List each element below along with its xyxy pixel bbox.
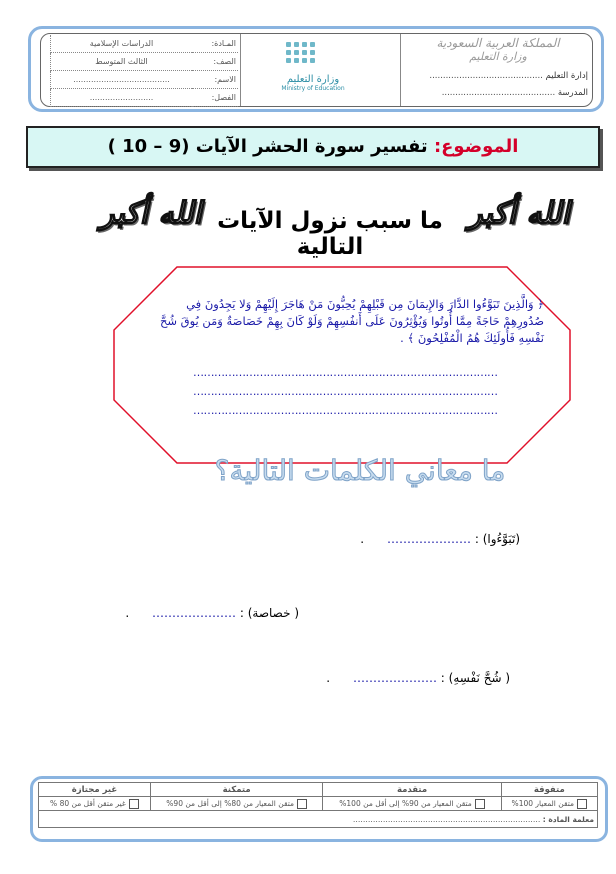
checkbox[interactable] (129, 799, 139, 809)
topic-title: تفسير سورة الحشر الآيات (9 – 10 ) (107, 136, 428, 157)
section2-heading: ما معاني الكلمات التالية؟ (214, 454, 506, 487)
checkbox[interactable] (475, 799, 485, 809)
topic-label: الموضوع: (433, 136, 519, 157)
checkbox[interactable] (297, 799, 307, 809)
admin-field: إدارة التعليم .......................................... (429, 71, 588, 81)
verse-text: ﴿ وَالَّذِينَ تَبَوَّءُوا الدَّارَ وَالإِيمَانَ مِن قَبْلِهِمْ يُحِبُّونَ مَنْ هَاجَرَ إِلَيْهِمْ وَلا يَجِدُونَ فِي صُدُورِهِمْ حَاجَةً مِمَّا أُوتُوا وَيُؤْثِرُونَ عَلَى أَنفُسِهِمْ وَلَوْ كَانَ بِهِمْ خَصَاصَةٌ وَمَن يُوقَ شُحَّ نَفْسِهِ فَأُولَئِكَ هُمُ الْمُفْلِحُونَ ﴾ . (159, 297, 544, 345)
rubric-cell: متقن المعيار 100% (501, 797, 597, 811)
meaning-item: (تَبَوَّءُوا) : ………………… . (360, 532, 520, 546)
school-field: المدرسة .......................................... (441, 88, 588, 98)
header-separator (240, 34, 241, 106)
meaning-blank[interactable]: ………………… (387, 532, 472, 546)
student-info-table: الدراسات الإسلامية المـادة: الثالث المتوسط الصف: ...................................... الاسم: ......................... الفصل: (50, 35, 238, 107)
rubric-table: غير مجتازة متمكنة متقدمة متفوقة غير متقن أقل من 80 % متقن المعيار من 80% إلى أقل من 90% متقن المعيار من 90% إلى أقل من 100% متقن المعيار 100% معلمة المادة : ………………………………………………………………… (38, 782, 598, 828)
section1-heading: ما سبب نزول الآيات التالية (217, 208, 443, 260)
rubric-cell: متقن المعيار من 80% إلى أقل من 90% (150, 797, 323, 811)
calligraphy-left: الله أكبر (98, 196, 208, 231)
answer-line[interactable]: …………………………………………………………………………… (193, 366, 498, 379)
teacher-row: معلمة المادة : ………………………………………………………………… (39, 811, 598, 828)
meaning-item: ( شُحَّ نَفْسِهِ) : ………………… . (326, 671, 510, 685)
answer-line[interactable]: …………………………………………………………………………… (193, 385, 498, 398)
calligraphy-right: الله أكبر (466, 196, 576, 231)
answer-line[interactable]: …………………………………………………………………………… (193, 404, 498, 417)
kingdom-logo-text: المملكة العربية السعودية وزارة التعليم (436, 36, 560, 63)
verse-octagon-frame (112, 265, 572, 465)
meaning-blank[interactable]: ………………… (152, 606, 237, 620)
meaning-blank[interactable]: ………………… (352, 671, 437, 685)
ministry-logo: وزارة التعليم Ministry of Education (278, 38, 348, 100)
rubric-cell: غير متقن أقل من 80 % (39, 797, 151, 811)
topic-banner (26, 126, 600, 168)
header-separator (400, 34, 401, 106)
ministry-logo-icon (278, 38, 348, 68)
checkbox[interactable] (577, 799, 587, 809)
meaning-item: ( خصاصة) : ………………… . (125, 606, 299, 620)
rubric-cell: متقن المعيار من 90% إلى أقل من 100% (323, 797, 501, 811)
